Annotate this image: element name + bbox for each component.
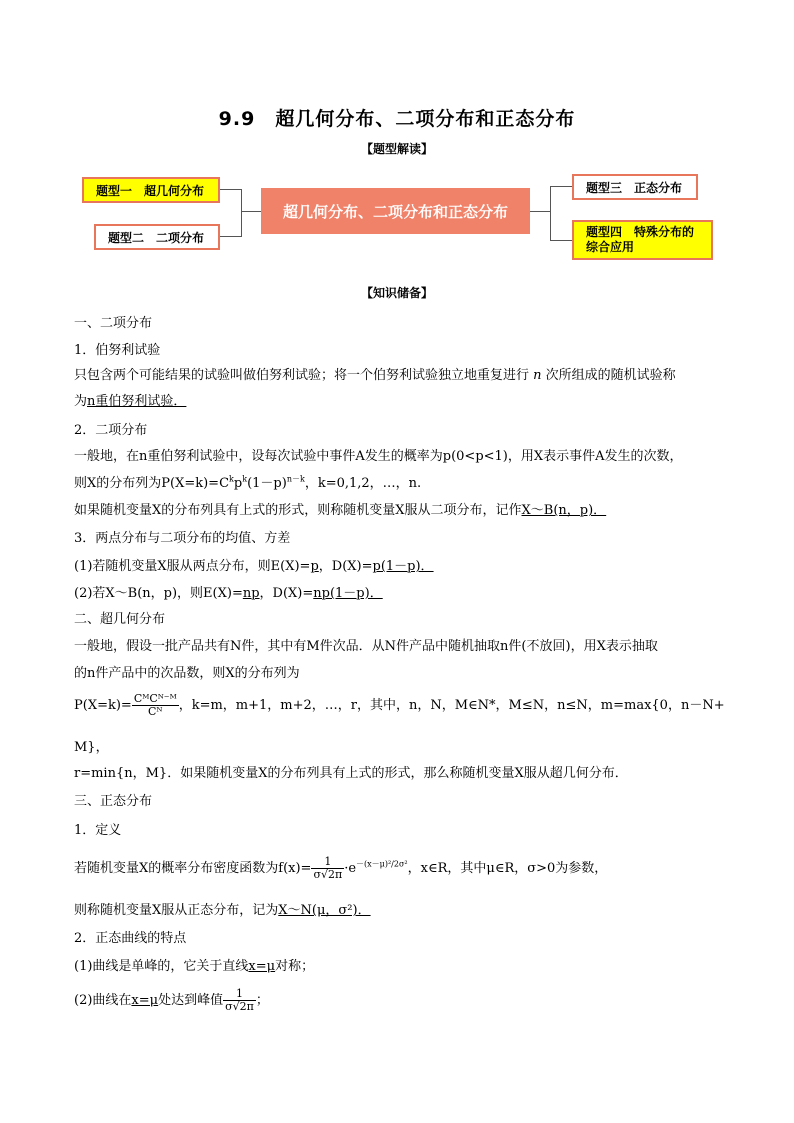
connector xyxy=(550,186,572,187)
paragraph: (1)曲线是单峰的，它关于直线x=μ对称； xyxy=(74,959,315,974)
connector xyxy=(550,186,551,240)
formula-line: P(X=k)= $\frac{\text{CᴹCᴺ⁻ᴹ}}{\text{Cᴺ}}$ ，k=m，m+1，m+2，…，r，其中，n，N，M∈N*，M≤N，n≤N，m=max{0，n－N+ xyxy=(74,692,725,718)
page-title: 9.9 超几何分布、二项分布和正态分布 xyxy=(218,108,576,130)
subsection-heading: 2．正态曲线的特点 xyxy=(74,931,187,946)
subsection-heading: 2．二项分布 xyxy=(74,423,148,438)
paragraph: (1)若随机变量X服从两点分布，则E(X)=p，D(X)=p(1－p)． xyxy=(74,559,434,574)
diagram-node-type1: 题型一 超几何分布 xyxy=(82,177,220,203)
diagram-node-type2: 题型二 二项分布 xyxy=(94,224,220,250)
section-heading: 三、正态分布 xyxy=(74,794,153,809)
connector xyxy=(550,240,572,241)
diagram-center-node: 超几何分布、二项分布和正态分布 xyxy=(261,188,530,234)
paragraph: 只包含两个可能结果的试验叫做伯努利试验；将一个伯努利试验独立地重复进行 n 次所组成的随机试验称 xyxy=(74,368,676,383)
paragraph: 的n件产品中的次品数，则X的分布列为 xyxy=(74,666,300,681)
connector xyxy=(220,236,242,237)
knowledge-heading: 【知识储备】 xyxy=(360,286,433,300)
paragraph: r=min{n，M}．如果随机变量X的分布列具有上式的形式，那么称随机变量X服从超几何分布． xyxy=(74,766,628,781)
paragraph: (2)曲线在x=μ处达到峰值 $\frac{1}{\sigma√2\pi}$ ； xyxy=(74,987,269,1013)
diagram-node-type3: 题型三 正态分布 xyxy=(572,174,698,200)
subsection-heading: 1．伯努利试验 xyxy=(74,343,161,358)
paragraph: 则称随机变量X服从正态分布，记为X～N(μ，σ²)． xyxy=(74,903,371,918)
subsection-heading: 3．两点分布与二项分布的均值、方差 xyxy=(74,531,291,546)
diagram-node-type4: 题型四 特殊分布的综合应用 xyxy=(572,220,713,260)
subsection-heading: 1．定义 xyxy=(74,823,122,838)
fraction: $\frac{1}{\sigma√2\pi}$ xyxy=(313,855,343,881)
formula-line: 则X的分布列为$P(X=k)=C^kp^k(1-p)^{n-k}$，k=0,1,2，…，n. xyxy=(74,474,422,491)
paragraph: 一般地，在n重伯努利试验中，设每次试验中事件A发生的概率为p(0<p<1)，用X表示事件A发生的次数， xyxy=(74,449,683,464)
formula-line: 若随机变量X的概率分布密度函数为f(x)= $\frac{1}{\sigma√2\pi}$ $\cdot e^{-(x-\mu)^2/2\sigma^2}$，x∈R，其中μ∈R，σ>0为参数， xyxy=(74,855,608,881)
section-heading: 二、超几何分布 xyxy=(74,612,166,627)
fraction: $\frac{\text{CᴹCᴺ⁻ᴹ}}{\text{Cᴺ}}$ xyxy=(133,692,177,718)
question-type-heading: 【题型解读】 xyxy=(360,142,433,156)
connector xyxy=(241,189,242,237)
connector xyxy=(530,211,550,212)
paragraph: 为n重伯努利试验． xyxy=(74,394,187,409)
paragraph: 如果随机变量X的分布列具有上式的形式，则称随机变量X服从二项分布，记作X～B(n，p)． xyxy=(74,503,607,518)
connector xyxy=(220,189,242,190)
section-heading: 一、二项分布 xyxy=(74,316,153,331)
fraction: $\frac{1}{\sigma√2\pi}$ xyxy=(225,987,254,1013)
paragraph: (2)若X～B(n，p)，则E(X)=np，D(X)=np(1－p)． xyxy=(74,586,383,601)
formula-line: M}， xyxy=(74,740,109,755)
paragraph: 一般地，假设一批产品共有N件，其中有M件次品．从N件产品中随机抽取n件(不放回)，用X表示抽取 xyxy=(74,639,658,654)
connector xyxy=(241,211,261,212)
